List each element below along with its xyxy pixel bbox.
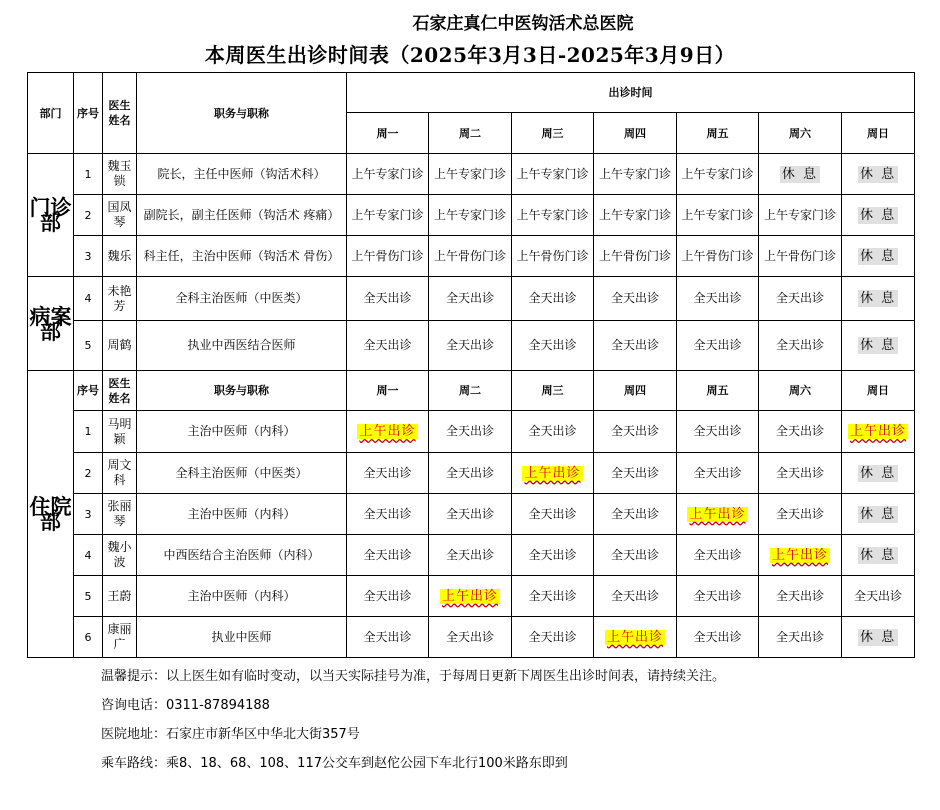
schedule-cell [347, 277, 429, 321]
schedule-label: 全天出诊 [363, 338, 412, 352]
doctor-name: 国凤琴 [103, 195, 137, 236]
schedule-label: 上午骨伤门诊 [351, 248, 424, 263]
schedule-cell [842, 576, 915, 617]
row-no: 1 [74, 411, 103, 453]
schedule-cell [759, 195, 842, 236]
schedule-label: 上午专家门诊 [351, 166, 424, 181]
schedule-label: 全天出诊 [693, 629, 742, 644]
doctor-name: 张丽琴 [103, 494, 137, 535]
schedule-cell [594, 154, 677, 195]
schedule-cell [512, 535, 594, 576]
schedule-label: 全天出诊 [610, 588, 659, 603]
header-position: 职务与职称 [137, 73, 347, 154]
header-day: 周二 [429, 113, 512, 154]
schedule-label: 上午骨伤门诊 [763, 248, 836, 263]
schedule-label: 全天出诊 [528, 629, 577, 644]
phone-text: 咨询电话：0311-87894188 [101, 698, 270, 713]
schedule-cell [594, 494, 677, 535]
schedule-cell [842, 617, 915, 658]
schedule-cell [594, 617, 677, 658]
schedule-cell [759, 321, 842, 371]
schedule-cell [842, 321, 915, 371]
schedule-label: 上午专家门诊 [598, 207, 671, 222]
schedule-cell [429, 411, 512, 453]
rest-label: 休 息 [859, 465, 897, 481]
schedule-cell [429, 195, 512, 236]
schedule-cell [594, 236, 677, 277]
schedule-label: 全天出诊 [610, 547, 659, 562]
header-time: 出诊时间 [347, 73, 915, 113]
notes-block [101, 664, 725, 780]
schedule-cell [677, 453, 759, 494]
doctor-position: 科主任，主治中医师（钩活术 骨伤） [137, 236, 347, 277]
schedule-cell [759, 617, 842, 658]
doctor-position: 主治中医师（内科） [137, 494, 347, 535]
schedule-label: 全天出诊 [445, 424, 494, 438]
address-text: 医院地址：石家庄市新华区中华北大街357号 [101, 727, 360, 742]
schedule-label: 全天出诊 [693, 588, 742, 603]
doctor-position: 副院长，副主任医师（钩活术 疼痛） [137, 195, 347, 236]
rest-label: 休 息 [859, 291, 897, 306]
schedule-label: 上午专家门诊 [351, 207, 424, 222]
schedule-cell [594, 411, 677, 453]
schedule-cell [677, 494, 759, 535]
schedule-cell [347, 617, 429, 658]
doctor-position: 全科主治医师（中医类） [137, 277, 347, 321]
header-name: 医生姓名 [103, 371, 137, 411]
schedule-label: 全天出诊 [445, 465, 494, 480]
rest-label: 休 息 [859, 207, 897, 223]
row-no: 6 [74, 617, 103, 658]
schedule-label: 上午骨伤门诊 [598, 248, 671, 263]
doctor-position: 主治中医师（内科） [137, 576, 347, 617]
header-day: 周二 [429, 371, 512, 411]
doctor-name: 未艳芳 [103, 277, 137, 321]
schedule-cell [429, 277, 512, 321]
hospital-title: 石家庄真仁中医钩活术总医院 [412, 14, 634, 34]
row-no: 4 [74, 277, 103, 321]
header-day: 周一 [347, 113, 429, 154]
header-dept: 部门 [28, 73, 74, 154]
schedule-label: 全天出诊 [528, 506, 577, 521]
header-day: 周日 [842, 113, 915, 154]
schedule-cell [512, 236, 594, 277]
schedule-label: 全天出诊 [528, 338, 577, 352]
row-no: 2 [74, 453, 103, 494]
rest-label: 休 息 [859, 629, 897, 645]
highlight-label: 上午出诊 [771, 547, 828, 563]
schedule-label: 全天出诊 [775, 338, 824, 352]
schedule-cell [347, 494, 429, 535]
schedule-label: 全天出诊 [445, 547, 494, 562]
highlight-label: 上午出诊 [689, 506, 746, 522]
header-day: 周六 [759, 371, 842, 411]
doctor-name: 魏小波 [103, 535, 137, 576]
schedule-cell [512, 453, 594, 494]
schedule-label: 全天出诊 [363, 291, 412, 305]
schedule-cell [759, 494, 842, 535]
schedule-cell [759, 411, 842, 453]
dept-inpatient: 住院部 [28, 371, 74, 658]
schedule-cell [512, 576, 594, 617]
schedule-cell [759, 535, 842, 576]
schedule-cell [842, 236, 915, 277]
header-day: 周五 [677, 371, 759, 411]
schedule-label: 全天出诊 [445, 291, 494, 305]
schedule-cell [512, 411, 594, 453]
schedule-label: 上午专家门诊 [433, 207, 506, 222]
schedule-cell [842, 453, 915, 494]
row-no: 1 [74, 154, 103, 195]
schedule-label: 全天出诊 [610, 506, 659, 521]
header-day: 周五 [677, 113, 759, 154]
schedule-label: 上午骨伤门诊 [681, 248, 754, 263]
schedule-cell [677, 576, 759, 617]
rest-label: 休 息 [859, 338, 897, 353]
schedule-label: 上午专家门诊 [763, 207, 836, 222]
schedule-label: 上午专家门诊 [681, 207, 754, 222]
schedule-label: 上午专家门诊 [433, 166, 506, 181]
schedule-label: 全天出诊 [445, 506, 494, 521]
doctor-name: 周鹤 [103, 321, 137, 371]
schedule-label: 全天出诊 [693, 291, 742, 305]
tip-text: 温馨提示：以上医生如有临时变动，以当天实际挂号为准，于每周日更新下周医生出诊时间表，请持续关注。 [101, 669, 726, 684]
schedule-cell [594, 195, 677, 236]
schedule-cell [512, 494, 594, 535]
schedule-cell [594, 277, 677, 321]
schedule-cell [594, 535, 677, 576]
schedule-cell [429, 535, 512, 576]
schedule-table [27, 72, 915, 658]
schedule-label: 上午专家门诊 [516, 166, 589, 181]
schedule-cell [512, 154, 594, 195]
doctor-name: 康丽广 [103, 617, 137, 658]
schedule-cell [759, 453, 842, 494]
schedule-cell [347, 453, 429, 494]
schedule-label: 上午专家门诊 [598, 166, 671, 181]
schedule-label: 全天出诊 [363, 547, 412, 562]
schedule-label: 全天出诊 [363, 629, 412, 644]
schedule-label: 全天出诊 [363, 588, 412, 603]
doctor-position: 主治中医师（内科） [137, 411, 347, 453]
schedule-cell [842, 494, 915, 535]
doctor-position: 全科主治医师（中医类） [137, 453, 347, 494]
schedule-label: 全天出诊 [693, 424, 742, 438]
schedule-label: 上午专家门诊 [681, 166, 754, 181]
header-day: 周三 [512, 113, 594, 154]
row-no: 2 [74, 195, 103, 236]
schedule-cell [677, 617, 759, 658]
schedule-label: 全天出诊 [775, 465, 824, 480]
schedule-cell [677, 411, 759, 453]
schedule-cell [677, 154, 759, 195]
schedule-label: 上午专家门诊 [516, 207, 589, 222]
schedule-cell [347, 195, 429, 236]
row-no: 5 [74, 576, 103, 617]
schedule-cell [347, 576, 429, 617]
header-day: 周一 [347, 371, 429, 411]
doctor-name: 魏乐 [103, 236, 137, 277]
schedule-cell [842, 535, 915, 576]
highlight-label: 上午出诊 [441, 588, 498, 604]
rest-label: 休 息 [859, 248, 897, 264]
row-no: 3 [74, 494, 103, 535]
doctor-name: 周文科 [103, 453, 137, 494]
schedule-label: 全天出诊 [775, 424, 824, 438]
doctor-position: 院长，主任中医师（钩活术科） [137, 154, 347, 195]
schedule-label: 全天出诊 [610, 338, 659, 352]
header-name: 医生姓名 [103, 73, 137, 154]
highlight-label: 上午出诊 [606, 629, 663, 645]
schedule-cell [677, 277, 759, 321]
schedule-label: 全天出诊 [693, 338, 742, 352]
schedule-label: 全天出诊 [528, 547, 577, 562]
schedule-cell [429, 154, 512, 195]
schedule-cell [594, 321, 677, 371]
schedule-cell [429, 453, 512, 494]
header-day: 周四 [594, 371, 677, 411]
schedule-label: 全天出诊 [528, 588, 577, 603]
schedule-title: 本周医生出诊时间表（2025年3月3日-2025年3月9日） [204, 43, 736, 67]
schedule-cell [512, 617, 594, 658]
schedule-label: 上午骨伤门诊 [433, 248, 506, 263]
schedule-cell [347, 535, 429, 576]
schedule-cell [512, 195, 594, 236]
schedule-label: 全天出诊 [775, 506, 824, 521]
rest-label: 休 息 [859, 166, 897, 182]
schedule-cell [512, 277, 594, 321]
doctor-position: 执业中西医结合医师 [137, 321, 347, 371]
schedule-label: 全天出诊 [693, 465, 742, 480]
schedule-label: 全天出诊 [528, 291, 577, 305]
header-position: 职务与职称 [137, 371, 347, 411]
highlight-label: 上午出诊 [850, 424, 907, 439]
schedule-cell [594, 576, 677, 617]
rest-label: 休 息 [859, 506, 897, 522]
highlight-label: 上午出诊 [359, 424, 416, 439]
schedule-cell [677, 236, 759, 277]
schedule-label: 全天出诊 [445, 338, 494, 352]
schedule-label: 全天出诊 [775, 629, 824, 644]
schedule-cell [677, 321, 759, 371]
schedule-label: 全天出诊 [610, 291, 659, 305]
schedule-cell [677, 195, 759, 236]
schedule-cell [429, 576, 512, 617]
route-text: 乘车路线：乘8、18、68、108、117公交车到赵佗公园下车北行100米路东即到 [101, 756, 568, 771]
schedule-cell [759, 277, 842, 321]
schedule-cell [842, 411, 915, 453]
schedule-label: 全天出诊 [445, 629, 494, 644]
schedule-cell [429, 236, 512, 277]
highlight-label: 上午出诊 [524, 465, 581, 481]
row-no: 3 [74, 236, 103, 277]
rest-label: 休 息 [859, 547, 897, 563]
schedule-cell [512, 321, 594, 371]
schedule-cell [842, 277, 915, 321]
schedule-cell [842, 195, 915, 236]
schedule-cell [677, 535, 759, 576]
schedule-cell [429, 321, 512, 371]
dept-records: 病案部 [28, 277, 74, 371]
schedule-cell [347, 154, 429, 195]
doctor-position: 执业中医师 [137, 617, 347, 658]
header-day: 周三 [512, 371, 594, 411]
schedule-cell [842, 154, 915, 195]
dept-outpatient: 门诊部 [28, 154, 74, 277]
schedule-label: 全天出诊 [854, 588, 903, 603]
header-no: 序号 [74, 73, 103, 154]
doctor-name: 王蔚 [103, 576, 137, 617]
schedule-label: 全天出诊 [775, 588, 824, 603]
schedule-cell [347, 236, 429, 277]
schedule-cell [594, 453, 677, 494]
schedule-label: 全天出诊 [363, 465, 412, 480]
rest-label: 休 息 [781, 166, 819, 182]
doctor-name: 魏玉锁 [103, 154, 137, 195]
schedule-label: 全天出诊 [610, 424, 659, 438]
header-day: 周四 [594, 113, 677, 154]
schedule-cell [759, 576, 842, 617]
schedule-label: 上午骨伤门诊 [516, 248, 589, 263]
header-day: 周日 [842, 371, 915, 411]
doctor-name: 马明颖 [103, 411, 137, 453]
schedule-cell [347, 321, 429, 371]
header-no: 序号 [74, 371, 103, 411]
schedule-label: 全天出诊 [363, 506, 412, 521]
schedule-label: 全天出诊 [610, 465, 659, 480]
schedule-label: 全天出诊 [775, 291, 824, 305]
schedule-cell [759, 236, 842, 277]
schedule-cell [759, 154, 842, 195]
doctor-position: 中西医结合主治医师（内科） [137, 535, 347, 576]
row-no: 5 [74, 321, 103, 371]
schedule-cell [429, 494, 512, 535]
row-no: 4 [74, 535, 103, 576]
header-day: 周六 [759, 113, 842, 154]
schedule-label: 全天出诊 [693, 547, 742, 562]
schedule-cell [429, 617, 512, 658]
schedule-label: 全天出诊 [528, 424, 577, 438]
schedule-cell [347, 411, 429, 453]
